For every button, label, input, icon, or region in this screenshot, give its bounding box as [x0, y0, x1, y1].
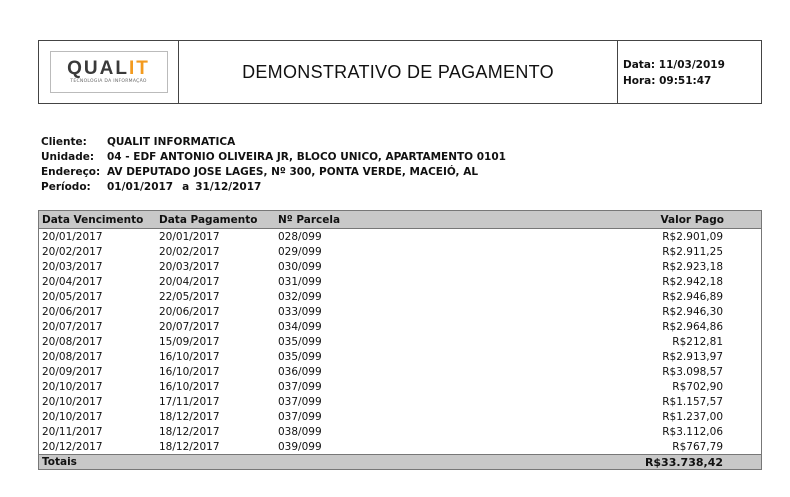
cell-installment: 032/099: [278, 290, 322, 303]
period-start: 01/01/2017: [107, 181, 174, 193]
report-header: [38, 40, 762, 104]
table-row: [39, 274, 761, 289]
cell-installment: 038/099: [278, 425, 322, 438]
cell-installment: 036/099: [278, 365, 322, 378]
table-row: [39, 304, 761, 319]
table-row: [39, 349, 761, 364]
report-time-value: 09:51:47: [659, 75, 712, 87]
logo-brand-accent: IT: [128, 58, 150, 79]
unit-value: 04 - EDF ANTONIO OLIVEIRA JR, BLOCO UNICO, APARTAMENTO 0101: [107, 151, 506, 163]
table-row: [39, 229, 761, 244]
cell-payment-date: 20/01/2017: [159, 230, 220, 243]
report-time-label: Hora:: [623, 75, 656, 87]
cell-installment: 037/099: [278, 395, 322, 408]
cell-installment: 037/099: [278, 380, 322, 393]
client-row: [41, 135, 506, 150]
cell-due-date: 20/04/2017: [42, 275, 103, 288]
cell-amount-paid: R$702,90: [672, 380, 723, 393]
cell-installment: 035/099: [278, 350, 322, 363]
cell-installment: 030/099: [278, 260, 322, 273]
table-row: [39, 244, 761, 259]
cell-payment-date: 20/06/2017: [159, 305, 220, 318]
cell-due-date: 20/03/2017: [42, 260, 103, 273]
header-amount-paid: Valor Pago: [660, 213, 724, 226]
cell-amount-paid: R$2.946,89: [662, 290, 723, 303]
unit-label: Unidade:: [41, 151, 95, 163]
logo-brand-main: QUAL: [67, 58, 129, 79]
report-title: DEMONSTRATIVO DE PAGAMENTO: [242, 61, 554, 82]
table-row: [39, 259, 761, 274]
table-totals-row: [38, 454, 762, 470]
address-row: [41, 165, 506, 180]
table-row: [39, 334, 761, 349]
cell-amount-paid: R$2.964,86: [662, 320, 723, 333]
cell-installment: 037/099: [278, 410, 322, 423]
cell-payment-date: 18/12/2017: [159, 410, 220, 423]
table-row: [39, 439, 761, 454]
cell-due-date: 20/09/2017: [42, 365, 103, 378]
cell-due-date: 20/10/2017: [42, 410, 103, 423]
payments-table: [38, 210, 762, 470]
cell-payment-date: 20/02/2017: [159, 245, 220, 258]
client-value: QUALIT INFORMATICA: [107, 136, 236, 148]
cell-installment: 034/099: [278, 320, 322, 333]
period-end: 31/12/2017: [195, 181, 262, 193]
period-label: Período:: [41, 181, 91, 193]
cell-payment-date: 16/10/2017: [159, 380, 220, 393]
address-label: Endereço:: [41, 166, 101, 178]
cell-amount-paid: R$2.911,25: [662, 245, 723, 258]
cell-due-date: 20/06/2017: [42, 305, 103, 318]
cell-payment-date: 18/12/2017: [159, 425, 220, 438]
table-row: [39, 409, 761, 424]
cell-payment-date: 22/05/2017: [159, 290, 220, 303]
report-date: [623, 57, 761, 73]
cell-amount-paid: R$1.237,00: [662, 410, 723, 423]
cell-amount-paid: R$767,79: [672, 440, 723, 453]
table-row: [39, 319, 761, 334]
unit-row: [41, 150, 506, 165]
report-time: [623, 73, 761, 89]
cell-amount-paid: R$2.913,97: [662, 350, 723, 363]
address-value: AV DEPUTADO JOSE LAGES, Nº 300, PONTA VERDE, MACEIÓ, AL: [107, 166, 479, 178]
logo-cell: [39, 41, 179, 103]
cell-amount-paid: R$1.157,57: [662, 395, 723, 408]
cell-payment-date: 16/10/2017: [159, 365, 220, 378]
cell-due-date: 20/08/2017: [42, 335, 103, 348]
client-label: Cliente:: [41, 136, 87, 148]
cell-due-date: 20/01/2017: [42, 230, 103, 243]
cell-amount-paid: R$2.901,09: [662, 230, 723, 243]
header-due-date: Data Vencimento: [42, 213, 144, 226]
table-row: [39, 364, 761, 379]
table-row: [39, 289, 761, 304]
cell-installment: 035/099: [278, 335, 322, 348]
cell-payment-date: 20/04/2017: [159, 275, 220, 288]
report-datetime: [617, 41, 761, 103]
period-separator: a: [182, 181, 190, 193]
table-header: [38, 210, 762, 229]
cell-payment-date: 18/12/2017: [159, 440, 220, 453]
cell-due-date: 20/08/2017: [42, 350, 103, 363]
client-info: [41, 135, 506, 195]
cell-payment-date: 20/03/2017: [159, 260, 220, 273]
table-row: [39, 424, 761, 439]
logo-tagline: TECNOLOGIA DA INFORMAÇÃO: [70, 79, 147, 84]
cell-due-date: 20/02/2017: [42, 245, 103, 258]
header-payment-date: Data Pagamento: [159, 213, 258, 226]
cell-due-date: 20/10/2017: [42, 380, 103, 393]
cell-payment-date: 15/09/2017: [159, 335, 220, 348]
cell-amount-paid: R$3.098,57: [662, 365, 723, 378]
cell-installment: 033/099: [278, 305, 322, 318]
cell-amount-paid: R$2.946,30: [662, 305, 723, 318]
report-date-label: Data:: [623, 59, 656, 71]
cell-due-date: 20/12/2017: [42, 440, 103, 453]
cell-amount-paid: R$212,81: [672, 335, 723, 348]
header-installment: Nº Parcela: [278, 213, 341, 226]
company-logo: [50, 51, 168, 93]
totals-value: R$33.738,42: [644, 455, 723, 469]
cell-amount-paid: R$2.923,18: [662, 260, 723, 273]
cell-amount-paid: R$3.112,06: [662, 425, 723, 438]
report-date-value: 11/03/2019: [658, 59, 725, 71]
cell-installment: 031/099: [278, 275, 322, 288]
cell-due-date: 20/05/2017: [42, 290, 103, 303]
cell-amount-paid: R$2.942,18: [662, 275, 723, 288]
cell-payment-date: 16/10/2017: [159, 350, 220, 363]
table-body: [38, 229, 762, 454]
cell-due-date: 20/07/2017: [42, 320, 103, 333]
cell-installment: 028/099: [278, 230, 322, 243]
logo-wordmark: [67, 60, 150, 78]
cell-installment: 029/099: [278, 245, 322, 258]
table-row: [39, 379, 761, 394]
cell-payment-date: 17/11/2017: [159, 395, 220, 408]
period-row: [41, 180, 506, 195]
table-row: [39, 394, 761, 409]
cell-payment-date: 20/07/2017: [159, 320, 220, 333]
totals-label: Totais: [42, 456, 77, 468]
cell-installment: 039/099: [278, 440, 322, 453]
cell-due-date: 20/11/2017: [42, 425, 103, 438]
cell-due-date: 20/10/2017: [42, 395, 103, 408]
